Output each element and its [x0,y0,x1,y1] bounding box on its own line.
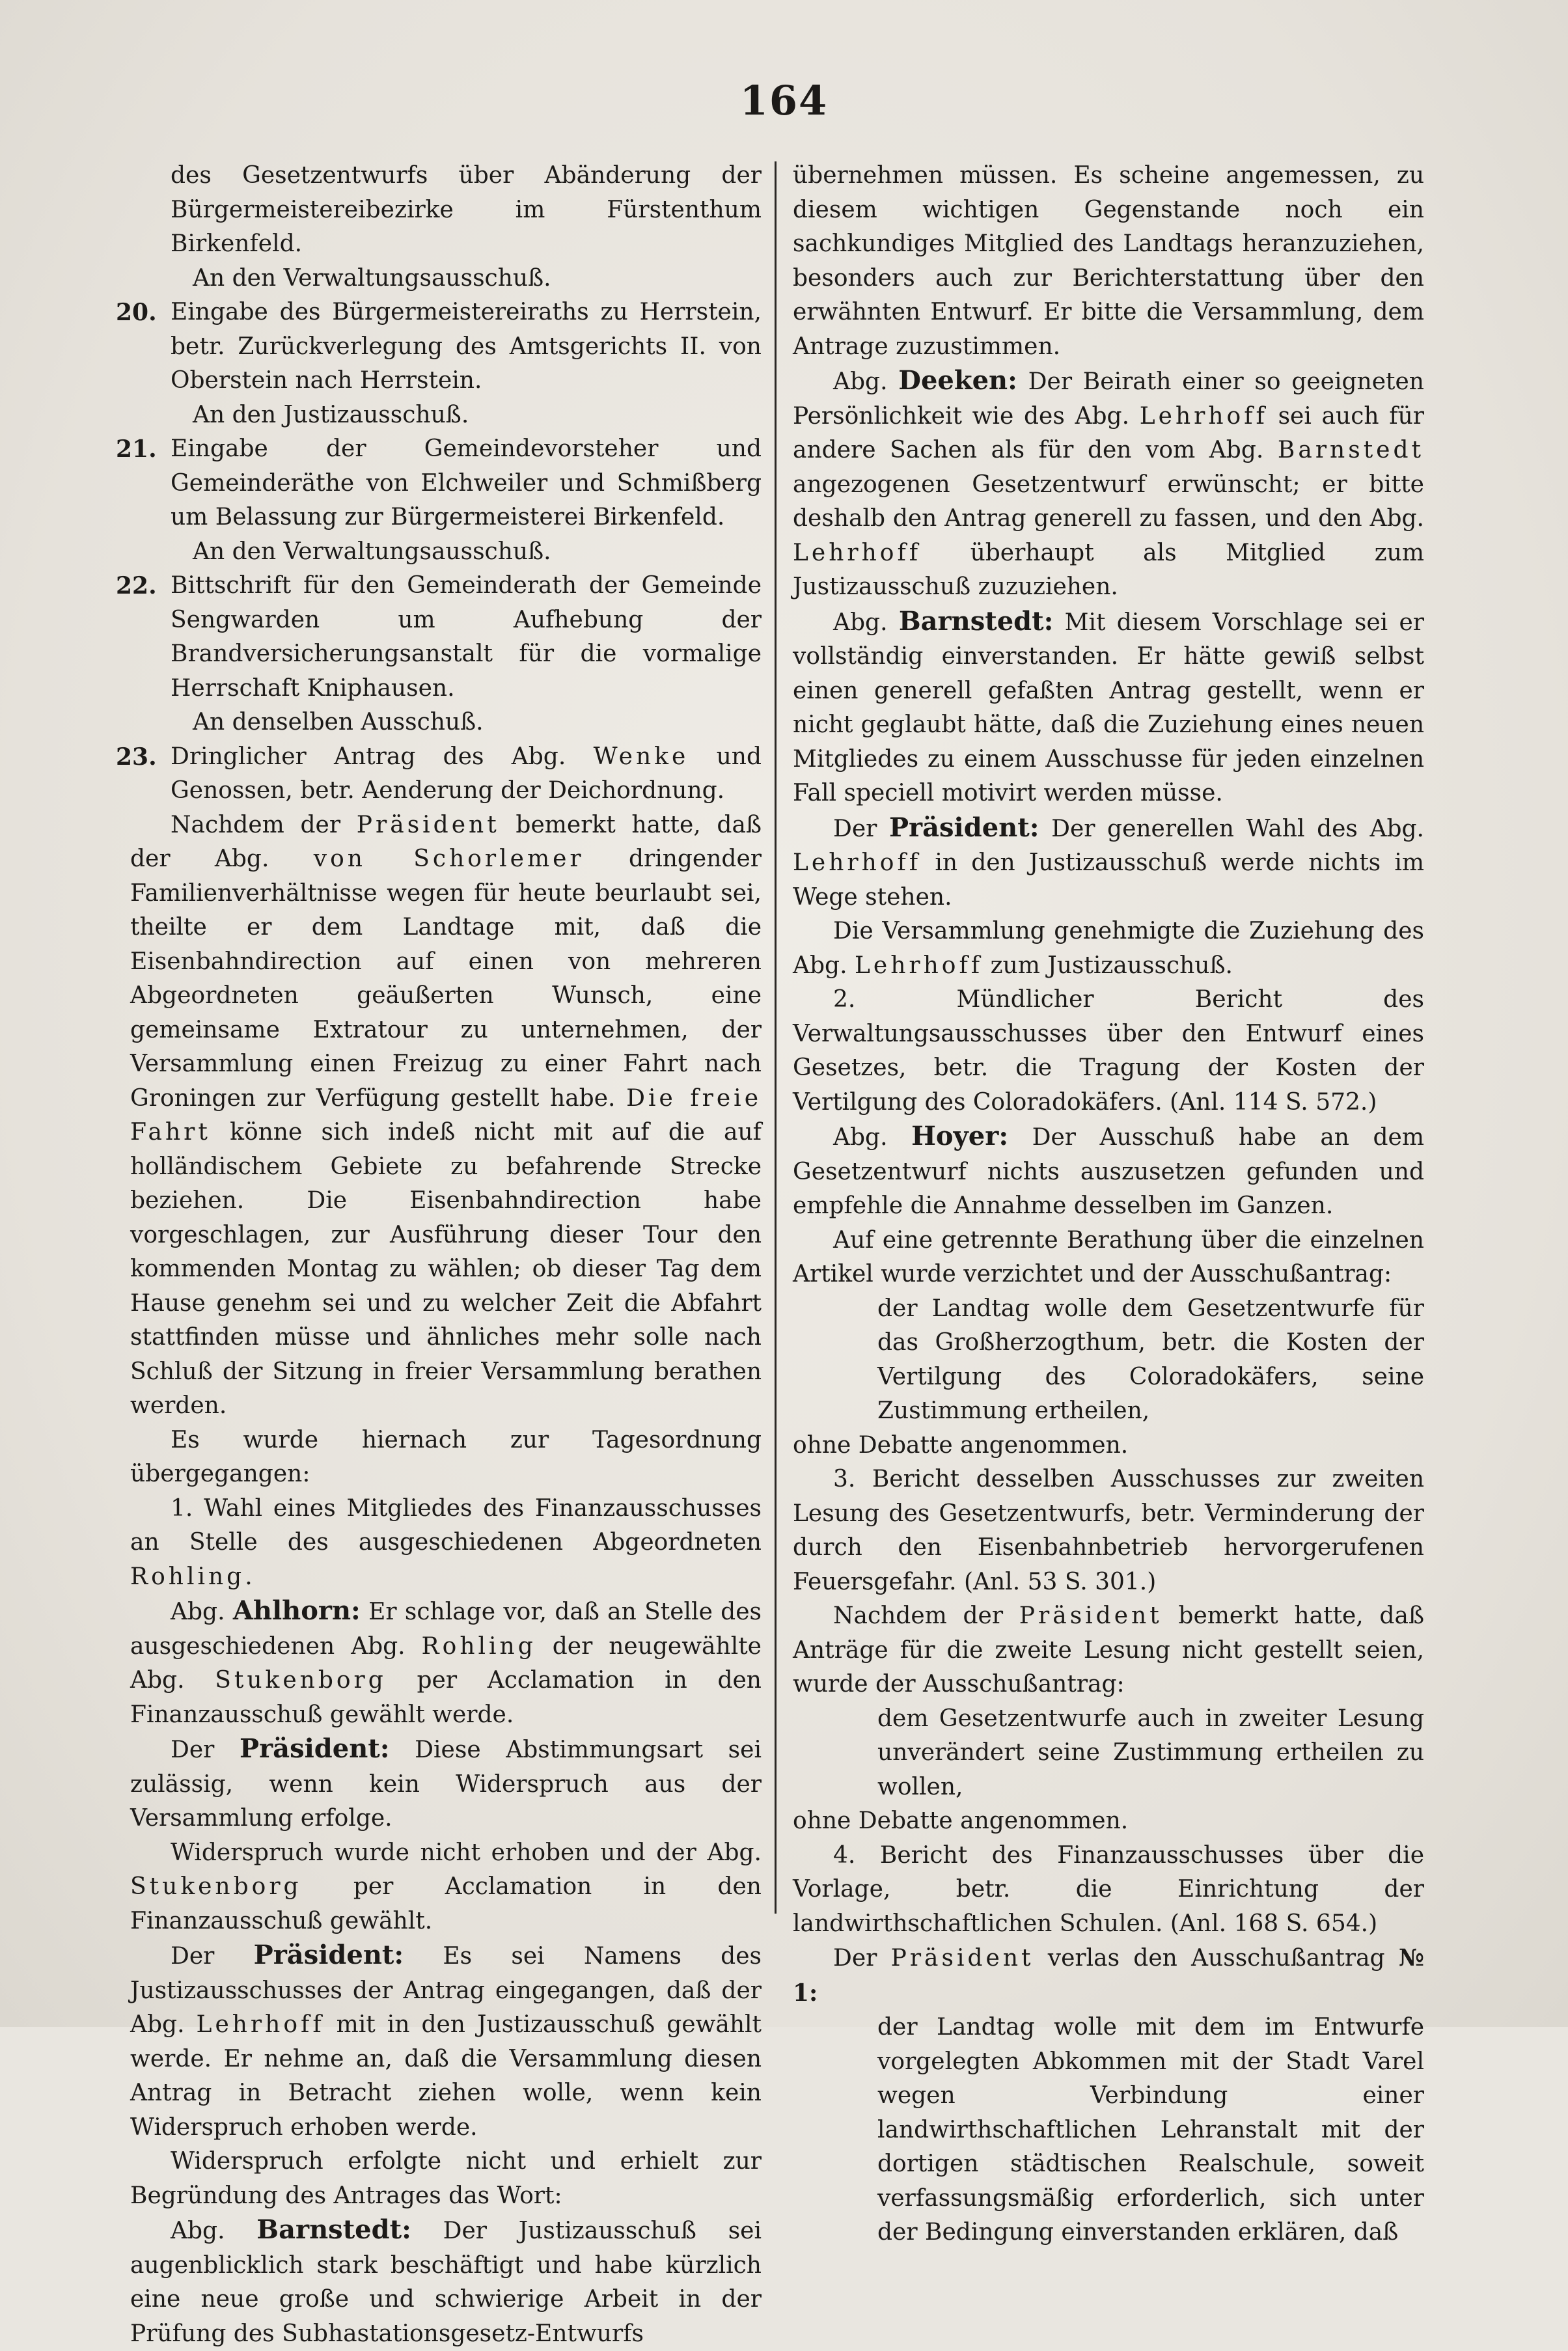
agenda-item: 4. Bericht des Finanzausschusses über die Vorlage, betr. die Einrichtung der landwirthschaftlichen Schulen. (Anl. 168 S. 654.) [793,1841,1424,1937]
paragraph [130,1836,762,1939]
paragraph: Auf eine getrennte Berathung über die einzelnen Artikel wurde verzichtet und der Ausschußantrag: [793,1226,1424,1287]
item-number: 21. [116,435,157,463]
paragraph [130,1732,762,1836]
member-name: Lehrhoff [196,2011,325,2038]
agenda-item [130,1492,762,1595]
member-name: von Schorlemer [313,846,585,872]
text: 1. Wahl eines Mitgliedes des Finanzausschusses an Stelle des ausgeschiedenen Abgeordneten [130,1494,762,1556]
paragraph [793,1599,1424,1702]
speaker-name: Barnstedt: [898,605,1054,637]
text: Diese Abstimmungsart sei zulässig, wenn kein Widerspruch aus der Versammlung erfolge. [130,1737,762,1832]
list-item [116,740,762,808]
text: Widerspruch wurde nicht erhoben und der Abg. [171,1839,762,1866]
item-text: und Genossen, betr. Aenderung der Deichordnung. [171,743,762,804]
text: überhaupt als Mitglied zum Justizausschuß zuzuziehen. [793,539,1424,600]
member-name: Rohling [130,1563,245,1590]
agenda-item: 3. Bericht desselben Ausschusses zur zweiten Lesung des Gesetzentwurfs, betr. Verminderung der durch den Eisenbahnbetrieb hervorgerufenen Feuersgefahr. (Anl. 53 S. 301.) [793,1466,1424,1595]
left-column [116,159,762,2351]
paragraph: ohne Debatte angenommen. [793,1808,1129,1834]
emphasis: Die freie Fahrt [130,1084,762,1146]
text: angezogenen Gesetzentwurf erwünscht; er bitte deshalb den Antrag generell zu fassen, und den Abg. [793,471,1424,532]
text: bemerkt hatte, daß Anträge für die zweite Lesung nicht gestellt seien, wurde der Ausschußantrag: [793,1602,1424,1698]
text: Der Ausschuß habe an dem Gesetzentwurf nichts auszusetzen gefunden und empfehle die Annahme desselben im Ganzen. [793,1124,1425,1219]
motion-text: der Landtag wolle mit dem im Entwurfe vorgelegten Abkommen mit der Stadt Varel wegen Verbindung einer landwirthschaftlichen Lehranstalt mit der dortigen städtischen Realschule, soweit verfassungsmäßig erforderlich, sich unter der Bedingung einverstanden erklären, daß [877,2014,1424,2246]
member-name: Lehrhoff [1139,402,1268,430]
text: zum Justizausschuß. [990,952,1233,979]
paragraph: Es wurde hiernach zur Tagesordnung übergegangen: [130,1426,762,1487]
speaker-name: Präsident: [240,1733,390,1764]
text: Er schlage vor, daß an Stelle des ausgeschiedenen Abg. [130,1599,762,1660]
motion-text: dem Gesetzentwurfe auch in zweiter Lesung unverändert seine Zustimmung ertheilen zu wollen, [877,1705,1424,1800]
member-name: Wenke [593,743,689,770]
text: Abg. [171,1599,225,1625]
member-name: Lehrhoff [854,952,983,979]
agenda-item: 2. Mündlicher Bericht des Verwaltungsausschusses über den Entwurf eines Gesetzes, betr. die Tragung der Kosten der Vertilgung des Coloradokäfers. (Anl. 114 S. 572.) [793,986,1424,1116]
speaker-name: Barnstedt: [256,2214,411,2245]
right-column [793,159,1424,2250]
text: Es sei Namens des Justizausschusses der Antrag eingegangen, daß der Abg. [130,1943,762,2038]
text: Nachdem der [171,811,341,838]
text: Der Justizausschuß sei augenblicklich stark beschäftigt und habe kürzlich eine neue große und schwierige Arbeit in der Prüfung des Subhastationsgesetz-Entwurfs [130,2218,762,2347]
paragraph [130,2213,762,2351]
item-text: Eingabe der Gemeindevorsteher und Gemeinderäthe von Elchweiler und Schmißberg um Belassung zur Bürgermeisterei Birkenfeld. [171,435,762,530]
member-name: Stukenborg [215,1667,387,1694]
paragraph: Widerspruch erfolgte nicht und erhielt zur Begründung des Antrages das Wort: [130,2148,762,2209]
paragraph [130,808,762,1423]
speaker-name: Präsident: [888,812,1039,843]
referral: An denselben Ausschuß. [193,709,484,736]
speaker-name: Präsident: [253,1940,404,1970]
paragraph [793,1120,1424,1224]
text: könne sich indeß nicht mit auf die auf holländischem Gebiete zu befahrende Strecke beziehen. Die Eisenbahndirection habe vorgeschlagen, zur Ausführung dieser Tour den kommenden Montag zu wählen; ob dieser Tag dem Hause genehm sei und zu welcher Zeit die Abfahrt stattfinden müsse und ähnliches mehr solle nach Schluß der Sitzung in freier Versammlung berathen werden. [130,1119,762,1419]
item-number: 23. [116,743,157,771]
item-number: 22. [116,572,157,599]
text: mit in den Justizausschuß gewählt werde. Er nehme an, daß die Versammlung diesen Antrag in Betracht ziehen wolle, wenn kein Widerspruch erhoben werde. [130,2011,762,2141]
page-number: 164 [739,77,829,124]
text: in den Justizausschuß werde nichts im Wege stehen. [793,849,1424,911]
column-divider [775,161,777,1914]
text: bemerkt hatte, daß der Abg. [130,811,762,872]
text: Die Versammlung genehmigte die Zuziehung des Abg. [793,918,1424,979]
member-name: Barnstedt [1277,437,1424,463]
paragraph: des Gesetzentwurfs über Abänderung der Bürgermeistereibezirke im Fürstenthum Birkenfeld. [171,162,762,257]
item-text: Bittschrift für den Gemeinderath der Gemeinde Sengwarden um Aufhebung der Brandversicherungsanstalt für die vormalige Herrschaft Kniphausen. [171,572,762,702]
text: Der [833,1945,877,1972]
speaker-name: Präsident [890,1945,1034,1972]
member-name: Lehrhoff [793,849,922,876]
paragraph [793,364,1424,605]
referral: An den Verwaltungsausschuß. [193,264,551,292]
item-number: 20. [116,299,157,326]
member-name: Rohling [421,1632,536,1660]
text: Der [171,1737,215,1763]
text: Der Beirath einer so geeigneten Persönlichkeit wie des Abg. [793,368,1424,430]
text: Abg. [171,2218,225,2244]
speaker-name: Hoyer: [911,1121,1009,1151]
list-item [116,432,762,535]
speaker-name: Ahlhorn: [232,1595,361,1626]
speaker-name: Deeken: [898,365,1017,396]
speaker-name: Präsident [356,811,500,838]
motion-text: der Landtag wolle dem Gesetzentwurfe für das Großherzogthum, betr. die Kosten der Vertilgung des Coloradokäfers, seine Zustimmung ertheilen, [877,1295,1424,1424]
text: Der generellen Wahl des Abg. [1051,815,1424,842]
text: der neugewählte Abg. [130,1632,762,1694]
text: Nachdem der [833,1602,1004,1629]
paragraph [793,605,1424,811]
paragraph [793,811,1424,915]
list-item [116,569,762,706]
text: . [245,1563,253,1590]
text: Der [833,815,877,842]
text: verlas den Ausschußantrag [1047,1945,1385,1972]
paragraph [793,1941,1424,2011]
list-item [116,296,762,398]
text: Der [171,1943,215,1970]
text: per Acclamation in den Finanzausschuß gewählt. [130,1873,762,1934]
referral: An den Verwaltungsausschuß. [193,538,551,565]
text: Abg. [833,368,888,395]
text: Abg. [833,609,888,636]
paragraph [130,1938,762,2145]
text: per Acclamation in den Finanzausschuß gewählt werde. [130,1667,762,1728]
text: dringender Familienverhältnisse wegen für heute beurlaubt sei, theilte er dem Landtage mit, daß die Eisenbahndirection auf einen von mehreren Abgeordneten geäußerten Wunsch, eine gemeinsame Extratour zu unternehmen, der Versammlung einen Freizug zu einer Fahrt nach Groningen zur Verfügung gestellt habe. [130,846,762,1112]
member-name: Lehrhoff [793,539,922,566]
text: Abg. [833,1124,888,1151]
text: Mit diesem Vorschlage sei er vollständig einverstanden. Er hätte gewiß selbst einen generell gefaßten Antrag gestellt, wenn er nicht geglaubt hätte, daß die Zuziehung eines neuen Mitgliedes zu einem Ausschusse für jeden einzelnen Fall speciell motivirt werden müsse. [793,609,1424,806]
paragraph: übernehmen müssen. Es scheine angemessen, zu diesem wichtigen Gegenstande noch ein sachkundiges Mitglied des Landtags heranzuziehen, besonders auch zur Berichterstattung über den erwähnten Entwurf. Er bitte die Versammlung, dem Antrage zuzustimmen. [793,162,1424,360]
paragraph [130,1594,762,1732]
referral: An den Justizausschuß. [193,401,469,428]
motion-number: № 1: [793,1944,1424,2007]
member-name: Stukenborg [130,1873,302,1900]
item-text: Eingabe des Bürgermeistereiraths zu Herrstein, betr. Zurückverlegung des Amtsgerichts II. von Oberstein nach Herrstein. [171,299,762,394]
text: sei auch für andere Sachen als für den vom Abg. [793,402,1424,463]
paragraph: ohne Debatte angenommen. [793,1431,1129,1459]
speaker-name: Präsident [1019,1602,1162,1629]
paragraph [793,914,1424,983]
item-text: Dringlicher Antrag des Abg. [171,743,566,770]
